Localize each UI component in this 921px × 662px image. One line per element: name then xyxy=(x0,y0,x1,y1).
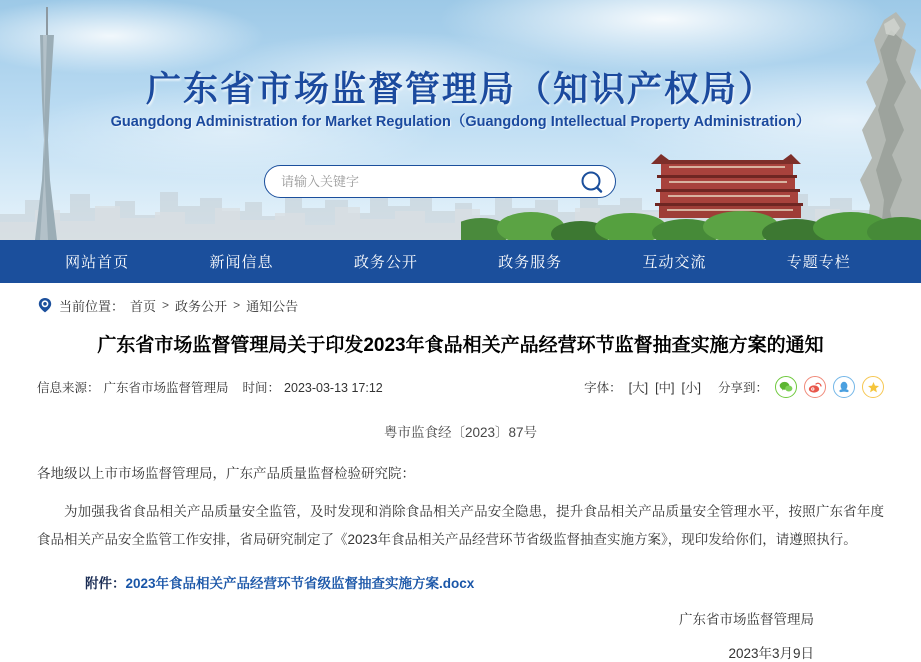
attachment-label: 附件： xyxy=(85,576,126,591)
article-meta-tools xyxy=(584,376,884,398)
wechat-icon xyxy=(779,381,793,393)
nav-item-special[interactable]: 专题专栏 xyxy=(786,254,851,271)
qq-icon xyxy=(838,381,850,394)
search-box[interactable] xyxy=(264,165,616,198)
share-weibo-button[interactable] xyxy=(804,376,826,398)
article-meta-info xyxy=(37,378,387,396)
nav-item-interaction[interactable]: 互动交流 xyxy=(642,254,707,271)
nav-item-news[interactable]: 新闻信息 xyxy=(209,254,274,271)
source-label: 信息来源： xyxy=(37,381,100,395)
breadcrumb-link-notices[interactable]: 通知公告 xyxy=(246,298,299,314)
attachment-link[interactable]: 2023年食品相关产品经营环节省级监督抽查实施方案.docx xyxy=(125,576,475,591)
breadcrumb-separator: > xyxy=(162,298,170,312)
search-button[interactable] xyxy=(579,169,605,195)
share-qzone-button[interactable] xyxy=(862,376,884,398)
attachment-row xyxy=(37,572,884,592)
document-number: 粤市监食经〔2023〕87号 xyxy=(383,425,538,440)
weibo-icon xyxy=(808,381,822,393)
time-value: 2023-03-13 17:12 xyxy=(284,381,383,395)
breadcrumb-link-home[interactable]: 首页 xyxy=(130,298,157,314)
star-icon xyxy=(867,381,880,394)
article-salutation: 各地级以上市市场监督管理局，广东产品质量监督检验研究院： xyxy=(37,466,415,481)
font-size-label: 字体： xyxy=(584,381,622,395)
signature-organization: 广东省市场监督管理局 xyxy=(679,612,814,627)
font-size-medium-button[interactable]: [中] xyxy=(655,381,675,395)
nav-item-gov-service[interactable]: 政务服务 xyxy=(498,254,563,271)
breadcrumb-prefix: 当前位置： xyxy=(59,298,125,314)
content-area xyxy=(0,283,921,662)
site-title: 广东省市场监督管理局（知识产权局） xyxy=(145,70,775,109)
font-size-small-button[interactable]: [小] xyxy=(681,381,701,395)
article-meta-row xyxy=(37,376,884,398)
site-header-banner xyxy=(0,0,921,240)
breadcrumb xyxy=(37,283,884,315)
main-navigation xyxy=(0,240,921,283)
article-title: 广东省市场监督管理局关于印发2023年食品相关产品经营环节监督抽查实施方案的通知 xyxy=(97,335,824,356)
source-value: 广东省市场监督管理局 xyxy=(103,381,229,395)
signature-date: 2023年3月9日 xyxy=(728,646,814,661)
article-paragraph: 为加强我省食品相关产品质量安全监管，及时发现和消除食品相关产品安全隐患，提升食品相关产品质量安全管理水平，按照广东省年度食品相关产品安全监管工作安排，省局研究制定了《2023年食品相关产品经营环节省级监督抽查实施方案》，现印发给你们，请遵照执行。 xyxy=(37,504,884,547)
search-input[interactable] xyxy=(281,174,579,189)
font-size-large-button[interactable]: [大] xyxy=(628,381,649,395)
share-wechat-button[interactable] xyxy=(775,376,797,398)
nav-item-gov-open[interactable]: 政务公开 xyxy=(353,254,418,271)
share-label: 分享到： xyxy=(717,381,768,395)
signature-block xyxy=(37,608,884,662)
site-subtitle: Guangdong Administration for Market Regulation（Guangdong Intellectual Property Administration） xyxy=(110,114,811,130)
breadcrumb-separator: > xyxy=(233,298,241,312)
search-icon xyxy=(579,169,605,195)
trees-image xyxy=(461,198,921,240)
breadcrumb-link-gov-open[interactable]: 政务公开 xyxy=(175,298,228,314)
time-label: 时间： xyxy=(242,381,281,395)
share-qq-button[interactable] xyxy=(833,376,855,398)
location-pin-icon xyxy=(37,297,53,313)
nav-item-home[interactable]: 网站首页 xyxy=(65,254,130,271)
